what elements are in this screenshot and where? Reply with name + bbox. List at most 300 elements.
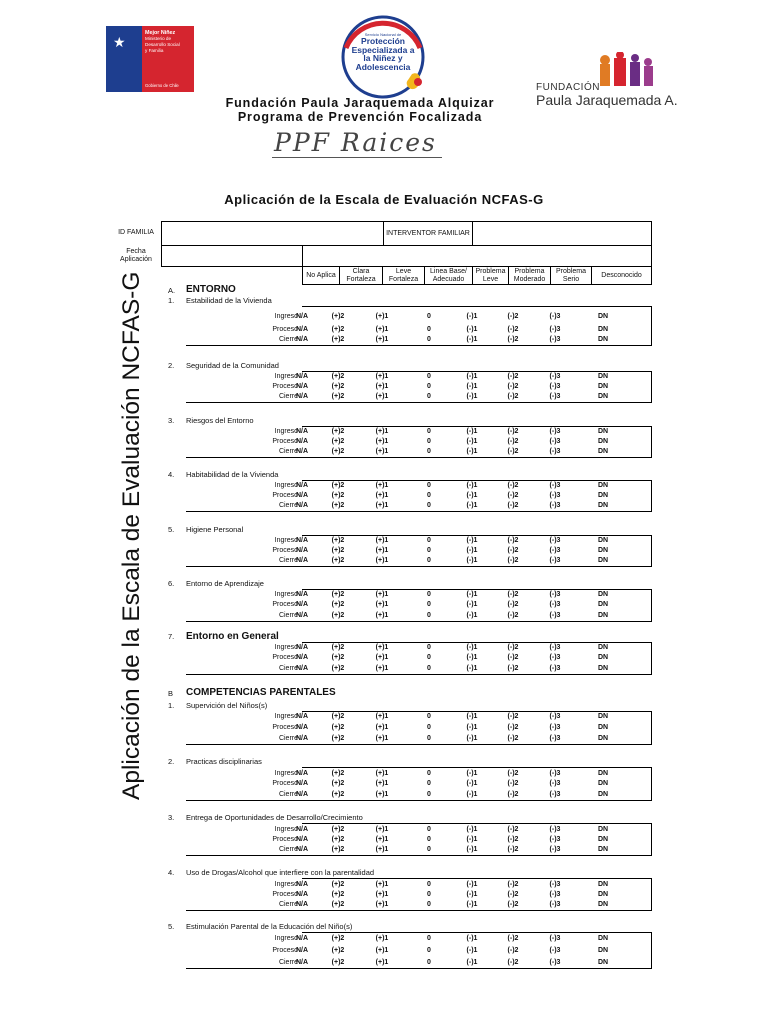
fecha-field-extra[interactable]: [302, 245, 652, 267]
score-option[interactable]: (-)1: [466, 383, 478, 390]
score-option[interactable]: 0: [427, 393, 431, 400]
score-option[interactable]: (-)2: [507, 826, 519, 833]
score-option[interactable]: (-)3: [549, 846, 561, 853]
score-option[interactable]: (-)2: [507, 881, 519, 888]
score-option[interactable]: N/A: [295, 591, 309, 598]
score-option[interactable]: (+)2: [331, 612, 345, 619]
score-option[interactable]: 0: [427, 881, 431, 888]
score-option[interactable]: (-)3: [549, 665, 561, 672]
score-option[interactable]: (-)3: [549, 724, 561, 731]
score-option[interactable]: DN: [597, 612, 609, 619]
score-option[interactable]: 0: [427, 947, 431, 954]
score-option[interactable]: N/A: [295, 724, 309, 731]
score-option[interactable]: (-)3: [549, 591, 561, 598]
score-option[interactable]: (+)2: [331, 644, 345, 651]
score-option[interactable]: (-)3: [549, 428, 561, 435]
score-option[interactable]: 0: [427, 826, 431, 833]
score-option[interactable]: (+)1: [375, 791, 389, 798]
score-option[interactable]: N/A: [295, 557, 309, 564]
score-option[interactable]: (+)1: [375, 383, 389, 390]
score-option[interactable]: (+)1: [375, 654, 389, 661]
score-option[interactable]: (-)2: [507, 791, 519, 798]
score-option[interactable]: N/A: [295, 502, 309, 509]
score-option[interactable]: (+)1: [375, 881, 389, 888]
score-option[interactable]: DN: [597, 313, 609, 320]
score-option[interactable]: 0: [427, 336, 431, 343]
score-row: [186, 611, 652, 621]
score-option[interactable]: (+)2: [331, 336, 345, 343]
score-row: [186, 501, 652, 511]
score-option[interactable]: N/A: [295, 326, 309, 333]
score-option[interactable]: (+)2: [331, 383, 345, 390]
score-option[interactable]: (+)1: [375, 492, 389, 499]
score-option[interactable]: (-)3: [549, 393, 561, 400]
score-option[interactable]: (-)1: [466, 770, 478, 777]
score-option[interactable]: (+)2: [331, 428, 345, 435]
score-option[interactable]: (-)1: [466, 724, 478, 731]
score-option[interactable]: (+)2: [331, 713, 345, 720]
score-option[interactable]: (+)1: [375, 826, 389, 833]
score-option[interactable]: 0: [427, 601, 431, 608]
score-option[interactable]: (-)1: [466, 791, 478, 798]
score-option[interactable]: DN: [597, 428, 609, 435]
score-option[interactable]: (-)2: [507, 557, 519, 564]
score-option[interactable]: 0: [427, 492, 431, 499]
score-option[interactable]: (+)2: [331, 881, 345, 888]
score-option[interactable]: (-)2: [507, 836, 519, 843]
score-option[interactable]: (-)1: [466, 644, 478, 651]
score-option[interactable]: (-)1: [466, 654, 478, 661]
score-option[interactable]: (-)3: [549, 959, 561, 966]
score-option[interactable]: 0: [427, 770, 431, 777]
score-option[interactable]: (+)1: [375, 770, 389, 777]
score-option[interactable]: (-)2: [507, 547, 519, 554]
score-option[interactable]: (-)2: [507, 780, 519, 787]
score-option[interactable]: (-)2: [507, 891, 519, 898]
score-option[interactable]: DN: [597, 482, 609, 489]
score-option[interactable]: 0: [427, 383, 431, 390]
score-option[interactable]: N/A: [295, 313, 309, 320]
score-option[interactable]: N/A: [295, 665, 309, 672]
score-option[interactable]: (-)2: [507, 654, 519, 661]
score-option[interactable]: (+)1: [375, 336, 389, 343]
score-option[interactable]: (+)2: [331, 591, 345, 598]
score-option[interactable]: (-)1: [466, 935, 478, 942]
score-option[interactable]: (+)2: [331, 724, 345, 731]
score-option[interactable]: (+)1: [375, 482, 389, 489]
score-option[interactable]: (-)2: [507, 502, 519, 509]
score-option[interactable]: N/A: [295, 935, 309, 942]
score-option[interactable]: 0: [427, 665, 431, 672]
score-option[interactable]: 0: [427, 537, 431, 544]
score-option[interactable]: (+)2: [331, 482, 345, 489]
score-option[interactable]: N/A: [295, 846, 309, 853]
score-option[interactable]: (-)3: [549, 891, 561, 898]
score-option[interactable]: (+)1: [375, 428, 389, 435]
score-option[interactable]: (-)3: [549, 373, 561, 380]
score-option[interactable]: (-)1: [466, 826, 478, 833]
score-option[interactable]: DN: [597, 326, 609, 333]
score-option[interactable]: DN: [597, 780, 609, 787]
score-option[interactable]: N/A: [295, 612, 309, 619]
score-option[interactable]: (-)3: [549, 482, 561, 489]
score-option[interactable]: (+)1: [375, 735, 389, 742]
score-option[interactable]: N/A: [295, 780, 309, 787]
score-option[interactable]: (-)1: [466, 557, 478, 564]
score-option[interactable]: 0: [427, 326, 431, 333]
score-option[interactable]: (-)3: [549, 313, 561, 320]
score-option[interactable]: (+)1: [375, 947, 389, 954]
score-option[interactable]: N/A: [295, 438, 309, 445]
score-option[interactable]: 0: [427, 901, 431, 908]
score-option[interactable]: (+)1: [375, 724, 389, 731]
score-option[interactable]: (-)2: [507, 644, 519, 651]
score-option[interactable]: (+)2: [331, 502, 345, 509]
score-option[interactable]: N/A: [295, 547, 309, 554]
score-option[interactable]: (+)2: [331, 448, 345, 455]
score-option[interactable]: (+)2: [331, 935, 345, 942]
score-option[interactable]: (-)3: [549, 336, 561, 343]
score-option[interactable]: (+)1: [375, 780, 389, 787]
score-option[interactable]: (+)1: [375, 665, 389, 672]
score-option[interactable]: (-)1: [466, 537, 478, 544]
score-option[interactable]: (-)1: [466, 881, 478, 888]
score-option[interactable]: 0: [427, 547, 431, 554]
score-option[interactable]: DN: [597, 601, 609, 608]
score-option[interactable]: N/A: [295, 448, 309, 455]
score-option[interactable]: (+)2: [331, 492, 345, 499]
score-option[interactable]: DN: [597, 537, 609, 544]
score-option[interactable]: (+)1: [375, 438, 389, 445]
score-option[interactable]: 0: [427, 791, 431, 798]
score-option[interactable]: DN: [597, 881, 609, 888]
score-option[interactable]: (-)1: [466, 713, 478, 720]
score-option[interactable]: (+)1: [375, 935, 389, 942]
score-option[interactable]: N/A: [295, 713, 309, 720]
score-option[interactable]: DN: [597, 502, 609, 509]
score-option[interactable]: (-)1: [466, 438, 478, 445]
score-option[interactable]: (-)2: [507, 770, 519, 777]
score-option[interactable]: 0: [427, 502, 431, 509]
score-option[interactable]: N/A: [295, 644, 309, 651]
score-option[interactable]: (-)1: [466, 891, 478, 898]
score-option[interactable]: 0: [427, 780, 431, 787]
score-option[interactable]: DN: [597, 547, 609, 554]
score-option[interactable]: (-)1: [466, 336, 478, 343]
score-option[interactable]: 0: [427, 448, 431, 455]
score-option[interactable]: (+)1: [375, 612, 389, 619]
score-option[interactable]: N/A: [295, 826, 309, 833]
score-option[interactable]: 0: [427, 373, 431, 380]
score-option[interactable]: (+)1: [375, 313, 389, 320]
score-option[interactable]: DN: [597, 713, 609, 720]
score-option[interactable]: (-)2: [507, 846, 519, 853]
score-option[interactable]: (-)1: [466, 601, 478, 608]
score-option[interactable]: (+)1: [375, 537, 389, 544]
score-option[interactable]: (-)2: [507, 665, 519, 672]
score-option[interactable]: 0: [427, 836, 431, 843]
score-option[interactable]: 0: [427, 935, 431, 942]
score-option[interactable]: DN: [597, 947, 609, 954]
score-option[interactable]: (-)2: [507, 492, 519, 499]
score-option[interactable]: (-)1: [466, 780, 478, 787]
score-option[interactable]: (+)1: [375, 601, 389, 608]
score-option[interactable]: N/A: [295, 601, 309, 608]
score-option[interactable]: DN: [597, 735, 609, 742]
score-option[interactable]: (-)1: [466, 735, 478, 742]
score-option[interactable]: (-)3: [549, 826, 561, 833]
score-option[interactable]: DN: [597, 791, 609, 798]
score-option[interactable]: (+)1: [375, 846, 389, 853]
score-option[interactable]: (-)1: [466, 547, 478, 554]
score-option[interactable]: 0: [427, 644, 431, 651]
score-option[interactable]: (-)3: [549, 881, 561, 888]
score-option[interactable]: (+)1: [375, 591, 389, 598]
score-option[interactable]: (-)3: [549, 448, 561, 455]
score-option[interactable]: (-)2: [507, 537, 519, 544]
score-option[interactable]: (-)3: [549, 735, 561, 742]
score-option[interactable]: DN: [597, 826, 609, 833]
score-option[interactable]: (+)2: [331, 537, 345, 544]
score-option[interactable]: DN: [597, 383, 609, 390]
score-option[interactable]: N/A: [295, 770, 309, 777]
score-option[interactable]: (-)3: [549, 947, 561, 954]
score-option[interactable]: (-)2: [507, 336, 519, 343]
score-option[interactable]: DN: [597, 557, 609, 564]
score-option[interactable]: (-)2: [507, 373, 519, 380]
score-option[interactable]: (-)3: [549, 935, 561, 942]
score-option[interactable]: (-)3: [549, 836, 561, 843]
score-option[interactable]: (+)2: [331, 326, 345, 333]
score-option[interactable]: (-)2: [507, 438, 519, 445]
score-option[interactable]: (-)3: [549, 601, 561, 608]
score-option[interactable]: (-)3: [549, 557, 561, 564]
score-option[interactable]: (+)2: [331, 735, 345, 742]
score-option[interactable]: (+)1: [375, 959, 389, 966]
score-option[interactable]: N/A: [295, 836, 309, 843]
score-option[interactable]: (-)3: [549, 901, 561, 908]
score-option[interactable]: DN: [597, 935, 609, 942]
score-option[interactable]: (+)2: [331, 601, 345, 608]
score-option[interactable]: 0: [427, 724, 431, 731]
score-option[interactable]: N/A: [295, 901, 309, 908]
score-option[interactable]: N/A: [295, 881, 309, 888]
score-option[interactable]: (-)3: [549, 644, 561, 651]
score-row: [186, 590, 652, 600]
score-option[interactable]: (-)3: [549, 791, 561, 798]
score-option[interactable]: (-)1: [466, 502, 478, 509]
score-option[interactable]: (+)1: [375, 836, 389, 843]
score-option[interactable]: (+)2: [331, 826, 345, 833]
score-option[interactable]: DN: [597, 373, 609, 380]
score-option[interactable]: N/A: [295, 654, 309, 661]
score-option[interactable]: N/A: [295, 791, 309, 798]
score-option[interactable]: (+)2: [331, 393, 345, 400]
score-option[interactable]: (-)2: [507, 383, 519, 390]
score-option[interactable]: DN: [597, 448, 609, 455]
score-option[interactable]: (+)2: [331, 959, 345, 966]
score-option[interactable]: (-)2: [507, 326, 519, 333]
score-option[interactable]: (-)1: [466, 393, 478, 400]
score-option[interactable]: DN: [597, 724, 609, 731]
score-option[interactable]: DN: [597, 654, 609, 661]
fecha-field[interactable]: [161, 245, 303, 267]
score-option[interactable]: DN: [597, 836, 609, 843]
score-option[interactable]: (-)3: [549, 502, 561, 509]
score-option[interactable]: (-)3: [549, 612, 561, 619]
score-option[interactable]: (+)1: [375, 326, 389, 333]
score-option[interactable]: (-)1: [466, 591, 478, 598]
score-option[interactable]: (+)2: [331, 654, 345, 661]
score-option[interactable]: (-)2: [507, 735, 519, 742]
score-option[interactable]: (-)1: [466, 846, 478, 853]
score-option[interactable]: (+)2: [331, 373, 345, 380]
score-option[interactable]: N/A: [295, 383, 309, 390]
score-option[interactable]: (-)2: [507, 935, 519, 942]
score-option[interactable]: (-)3: [549, 383, 561, 390]
score-option[interactable]: (-)1: [466, 612, 478, 619]
score-option[interactable]: (+)2: [331, 791, 345, 798]
score-option[interactable]: (-)2: [507, 601, 519, 608]
score-option[interactable]: (+)1: [375, 713, 389, 720]
score-option[interactable]: N/A: [295, 482, 309, 489]
score-option[interactable]: (+)2: [331, 901, 345, 908]
item-label: Seguridad de la Comunidad: [186, 361, 279, 370]
score-option[interactable]: (-)1: [466, 373, 478, 380]
score-option[interactable]: (-)2: [507, 713, 519, 720]
row-label: Cierre: [278, 791, 298, 798]
score-option[interactable]: (+)1: [375, 547, 389, 554]
score-option[interactable]: (-)3: [549, 780, 561, 787]
score-option[interactable]: DN: [597, 492, 609, 499]
score-option[interactable]: (-)1: [466, 313, 478, 320]
score-option[interactable]: (+)2: [331, 547, 345, 554]
score-option[interactable]: 0: [427, 482, 431, 489]
interventor-field[interactable]: [472, 221, 652, 246]
score-option[interactable]: (-)1: [466, 947, 478, 954]
score-option[interactable]: (-)1: [466, 836, 478, 843]
row-label: Proceso: [272, 547, 298, 554]
score-option[interactable]: 0: [427, 313, 431, 320]
score-option[interactable]: (-)1: [466, 492, 478, 499]
score-option[interactable]: (-)2: [507, 313, 519, 320]
score-option[interactable]: (-)2: [507, 724, 519, 731]
score-option[interactable]: 0: [427, 557, 431, 564]
score-option[interactable]: (+)2: [331, 438, 345, 445]
score-option[interactable]: (-)3: [549, 438, 561, 445]
score-option[interactable]: 0: [427, 654, 431, 661]
score-option[interactable]: (+)2: [331, 665, 345, 672]
score-option[interactable]: (+)1: [375, 644, 389, 651]
score-option[interactable]: 0: [427, 591, 431, 598]
score-option[interactable]: N/A: [295, 373, 309, 380]
score-row: [186, 335, 652, 345]
score-option[interactable]: (-)2: [507, 947, 519, 954]
score-option[interactable]: (-)1: [466, 428, 478, 435]
score-option[interactable]: (+)2: [331, 846, 345, 853]
score-option[interactable]: (+)2: [331, 947, 345, 954]
score-option[interactable]: DN: [597, 959, 609, 966]
score-option[interactable]: (-)2: [507, 448, 519, 455]
score-option[interactable]: 0: [427, 959, 431, 966]
row-label: Ingreso: [274, 644, 298, 651]
score-option[interactable]: (-)3: [549, 654, 561, 661]
score-option[interactable]: (-)3: [549, 770, 561, 777]
score-option[interactable]: DN: [597, 770, 609, 777]
id-familia-field[interactable]: [161, 221, 384, 246]
score-option[interactable]: (-)2: [507, 612, 519, 619]
score-option[interactable]: (+)1: [375, 448, 389, 455]
score-option[interactable]: (+)2: [331, 780, 345, 787]
score-option[interactable]: (+)2: [331, 313, 345, 320]
score-option[interactable]: N/A: [295, 735, 309, 742]
score-option[interactable]: N/A: [295, 336, 309, 343]
score-option[interactable]: (-)2: [507, 959, 519, 966]
score-option[interactable]: DN: [597, 891, 609, 898]
score-option[interactable]: (-)1: [466, 448, 478, 455]
score-option[interactable]: N/A: [295, 891, 309, 898]
score-option[interactable]: DN: [597, 393, 609, 400]
score-option[interactable]: DN: [597, 665, 609, 672]
score-option[interactable]: N/A: [295, 428, 309, 435]
score-option[interactable]: (-)2: [507, 428, 519, 435]
score-option[interactable]: (-)3: [549, 492, 561, 499]
score-option[interactable]: N/A: [295, 959, 309, 966]
score-option[interactable]: (-)2: [507, 482, 519, 489]
score-option[interactable]: 0: [427, 713, 431, 720]
score-option[interactable]: (-)3: [549, 547, 561, 554]
score-option[interactable]: (+)2: [331, 770, 345, 777]
score-option[interactable]: (-)1: [466, 901, 478, 908]
score-option[interactable]: 0: [427, 891, 431, 898]
score-option[interactable]: DN: [597, 438, 609, 445]
score-option[interactable]: (-)2: [507, 901, 519, 908]
score-option[interactable]: (+)1: [375, 373, 389, 380]
score-option[interactable]: 0: [427, 428, 431, 435]
score-option[interactable]: (-)3: [549, 537, 561, 544]
score-option[interactable]: 0: [427, 612, 431, 619]
score-option[interactable]: (-)1: [466, 326, 478, 333]
score-option[interactable]: (+)1: [375, 502, 389, 509]
score-option[interactable]: N/A: [295, 537, 309, 544]
score-option[interactable]: (+)2: [331, 836, 345, 843]
score-option[interactable]: N/A: [295, 947, 309, 954]
score-option[interactable]: (-)1: [466, 665, 478, 672]
score-option[interactable]: (+)1: [375, 891, 389, 898]
score-option[interactable]: (+)1: [375, 393, 389, 400]
score-option[interactable]: 0: [427, 735, 431, 742]
score-option[interactable]: (-)2: [507, 591, 519, 598]
score-option[interactable]: (+)1: [375, 901, 389, 908]
score-option[interactable]: DN: [597, 901, 609, 908]
score-option[interactable]: N/A: [295, 393, 309, 400]
score-option[interactable]: DN: [597, 336, 609, 343]
score-option[interactable]: (+)2: [331, 557, 345, 564]
score-option[interactable]: (+)2: [331, 891, 345, 898]
score-option[interactable]: (-)1: [466, 959, 478, 966]
score-option[interactable]: (-)3: [549, 326, 561, 333]
score-option[interactable]: 0: [427, 438, 431, 445]
score-option[interactable]: (-)2: [507, 393, 519, 400]
score-option[interactable]: DN: [597, 846, 609, 853]
score-option[interactable]: 0: [427, 846, 431, 853]
score-option[interactable]: N/A: [295, 492, 309, 499]
score-option[interactable]: DN: [597, 644, 609, 651]
score-option[interactable]: (-)3: [549, 713, 561, 720]
score-option[interactable]: (+)1: [375, 557, 389, 564]
score-option[interactable]: (-)1: [466, 482, 478, 489]
score-option[interactable]: DN: [597, 591, 609, 598]
